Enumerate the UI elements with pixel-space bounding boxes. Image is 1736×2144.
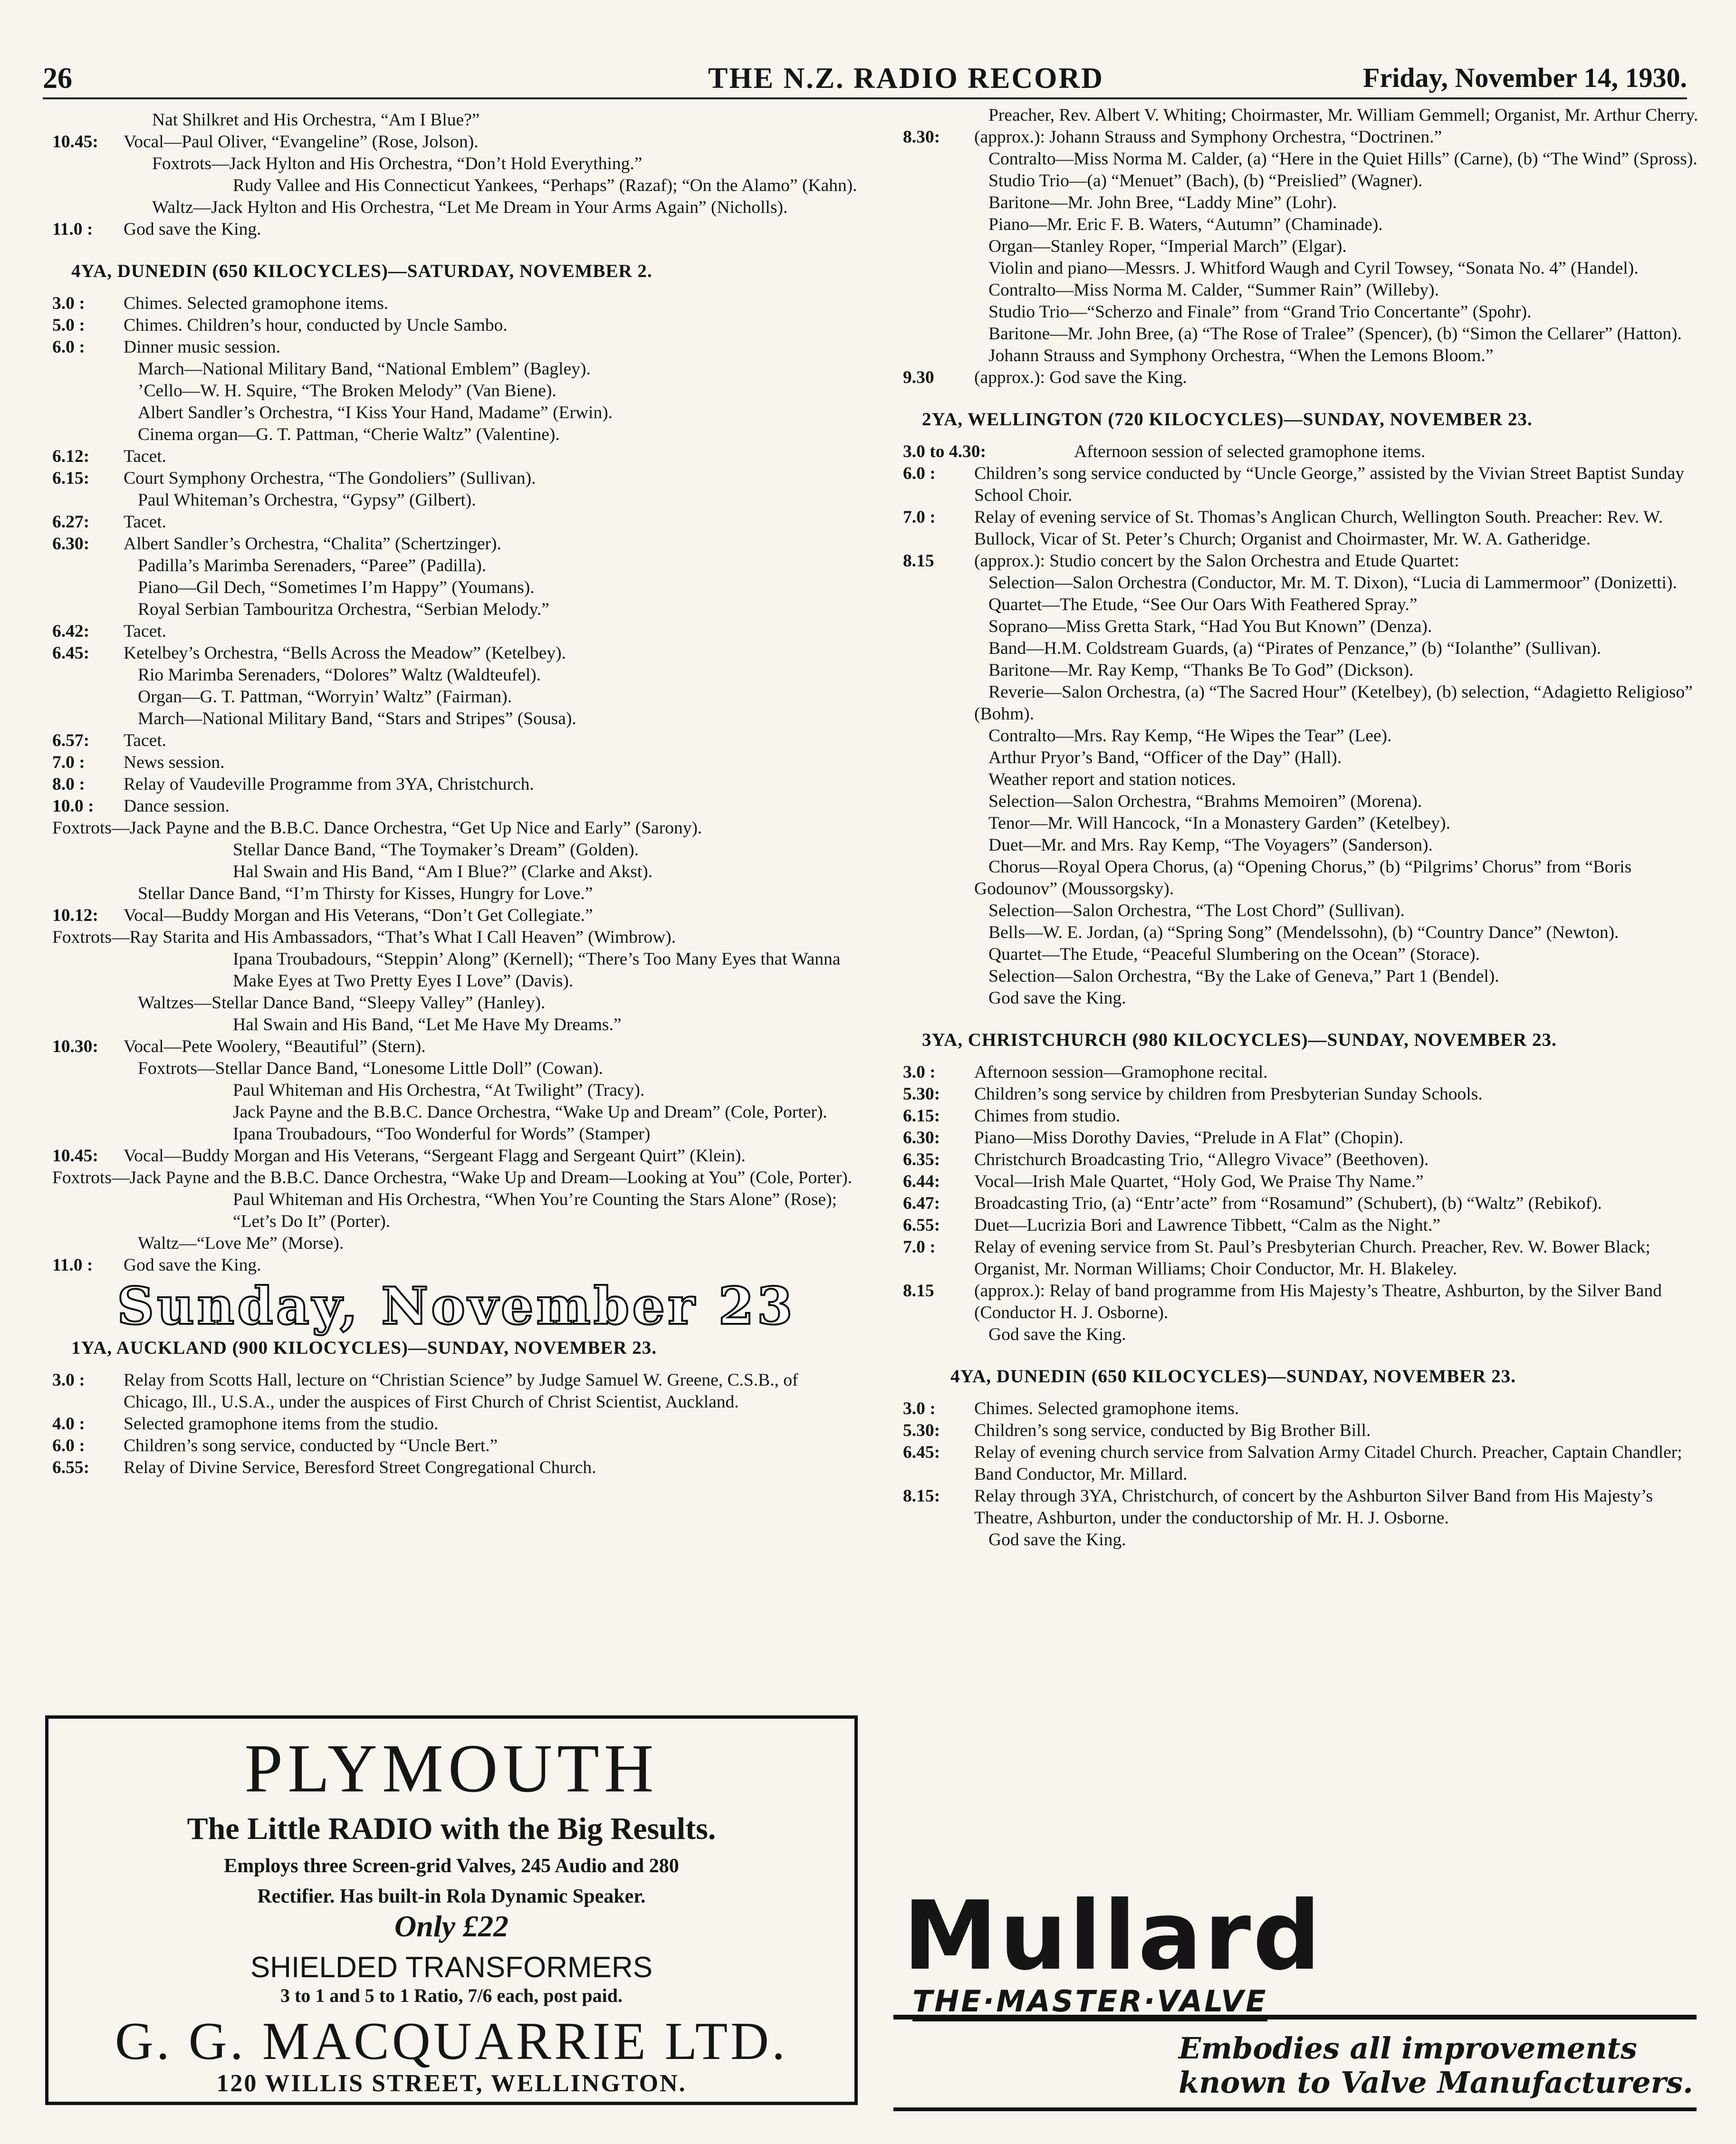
listing-line: Foxtrots—Ray Starita and His Ambassadors, “That’s What I Call Heaven” (Wimbrow). — [52, 928, 676, 947]
listing-row — [52, 511, 860, 533]
listing-time: 4.0 : — [52, 1414, 85, 1434]
listing-text: Children’s song service, conducted by “Uncle Bert.” — [124, 1436, 498, 1455]
listing-line: Tenor—Mr. Will Hancock, “In a Monastery Garden” (Ketelbey). — [988, 814, 1450, 833]
listing-time: 3.0 to 4.30: — [903, 442, 986, 461]
mullard-slogan: THE·MASTER·VALVE — [912, 1984, 1267, 2021]
listing-text: Relay of evening service of St. Thomas’s Anglican Church, Wellington South. Preacher: Rev. W. Bullock, Vicar of St. Peter’s Church; Organist and Choirmaster, Mr. W. A. Gatheridge. — [974, 507, 1663, 549]
listing-line: Stellar Dance Band, “I’m Thirsty for Kisses, Hungry for Love.” — [138, 884, 593, 903]
left-column — [52, 109, 860, 1479]
listing-text: Children’s song service by children from Presbyterian Sunday Schools. — [974, 1084, 1483, 1104]
station-heading: 1YA, AUCKLAND (900 KILOCYCLES)—SUNDAY, NOVEMBER 23. — [71, 1338, 657, 1358]
station-heading: 3YA, CHRISTCHURCH (980 KILOCYCLES)—SUNDAY, NOVEMBER 23. — [922, 1030, 1557, 1050]
listing-text: Relay through 3YA, Christchurch, of concert by the Ashburton Silver Band from His Majesty’s Theatre, Ashburton, under the conductorship of Mr. H. J. Osborne. — [974, 1486, 1653, 1528]
listing-time: 8.15 — [903, 551, 934, 571]
listing-time: 3.0 : — [903, 1399, 936, 1418]
listing-time: 6.0 : — [52, 1436, 85, 1455]
listing-time: 6.57: — [52, 731, 90, 750]
listing-row — [52, 1435, 860, 1457]
listing-text: Vocal—Paul Oliver, “Evangeline” (Rose, Jolson). — [124, 132, 479, 152]
listing-time: 6.55: — [52, 1458, 90, 1477]
mullard-logo: Mullard — [903, 1881, 1323, 1991]
listing-line: Selection—Salon Orchestra (Conductor, Mr. M. T. Dixon), “Lucia di Lammermoor” (Donizetti). — [988, 573, 1677, 593]
masthead-title: THE N.Z. RADIO RECORD — [708, 62, 1104, 95]
listing-line: Hal Swain and His Band, “Let Me Have My Dreams.” — [233, 1015, 622, 1034]
listing-time: 8.0 : — [52, 775, 85, 794]
listing-row — [52, 1413, 860, 1435]
mullard-bottom-rule — [893, 2107, 1697, 2111]
listing-line: Ipana Troubadours, “Steppin’ Along” (Kernell); “There’s Too Many Eyes that Wanna Make Eyes at Two Pretty Eyes I Love” (Davis). — [233, 949, 841, 991]
listing-row — [52, 1457, 860, 1479]
listing-time: 6.0 : — [52, 337, 85, 357]
listing-line: Baritone—Mr. John Bree, “Laddy Mine” (Lohr). — [988, 193, 1337, 212]
listing-text: Tacet. — [124, 731, 167, 750]
mullard-copy-line: Embodies all improvements — [1179, 2031, 1637, 2066]
listing-row — [903, 1485, 1711, 1529]
listing-line: Albert Sandler’s Orchestra, “I Kiss Your Hand, Madame” (Erwin). — [138, 403, 613, 422]
listing-time: 3.0 : — [903, 1062, 936, 1082]
listing-line: ’Cello—W. H. Squire, “The Broken Melody” (Van Biene). — [138, 381, 556, 401]
listing-row — [903, 1398, 1711, 1420]
mullard-advertisement — [893, 1881, 1701, 2112]
listing-line: Johann Strauss and Symphony Orchestra, “When the Lemons Bloom.” — [988, 346, 1494, 365]
listing-row — [52, 468, 860, 489]
mullard-divider — [893, 2015, 1697, 2020]
listing-line: God save the King. — [988, 1325, 1126, 1344]
listing-row — [903, 1193, 1711, 1215]
listing-text: (approx.): Studio concert by the Salon Orchestra and Etude Quartet: — [974, 551, 1459, 571]
mullard-copy-line: known to Valve Manufacturers. — [1179, 2065, 1693, 2100]
listing-text: Ketelbey’s Orchestra, “Bells Across the Meadow” (Ketelbey). — [124, 643, 566, 663]
listing-text: Chimes. Selected gramophone items. — [124, 294, 389, 313]
listing-text: Relay from Scotts Hall, lecture on “Christian Science” by Judge Samuel W. Greene, C.S.B., of Chicago, Ill., U.S.A., under the auspices of First Church of Christ Scientist, Auckland. — [124, 1370, 798, 1412]
listing-text: Vocal—Buddy Morgan and His Veterans, “Don’t Get Collegiate.” — [124, 906, 593, 925]
page-number: 26 — [43, 62, 72, 95]
listing-row — [903, 1127, 1711, 1149]
listing-text: Afternoon session of selected gramophone items. — [1074, 442, 1426, 461]
listing-line: Paul Whiteman and His Orchestra, “At Twilight” (Tracy). — [233, 1081, 645, 1100]
listing-text: Dinner music session. — [124, 337, 281, 357]
header-rule — [43, 97, 1687, 99]
listing-text: Vocal—Irish Male Quartet, “Holy God, We Praise Thy Name.” — [974, 1172, 1424, 1191]
listing-text: Chimes. Children’s hour, conducted by Uncle Sambo. — [124, 316, 508, 335]
plymouth-ratio: 3 to 1 and 5 to 1 Ratio, 7/6 each, post paid. — [280, 1985, 623, 2006]
listing-text: Vocal—Buddy Morgan and His Veterans, “Sergeant Flagg and Sergeant Quirt” (Klein). — [124, 1146, 746, 1166]
listing-line: Preacher, Rev. Albert V. Whiting; Choirmaster, Mr. William Gemmell; Organist, Mr. Arthur Cherry. — [988, 105, 1698, 125]
listing-time: 11.0 : — [52, 1255, 93, 1275]
mullard-copy — [1179, 2031, 1693, 2100]
listing-text: Court Symphony Orchestra, “The Gondoliers” (Sullivan). — [124, 469, 536, 488]
listing-time: 6.55: — [903, 1216, 940, 1235]
listing-time: 7.0 : — [903, 1237, 936, 1257]
listing-time: 6.42: — [52, 622, 90, 641]
listing-row — [52, 752, 860, 774]
listing-row — [903, 1171, 1711, 1193]
listing-line: God save the King. — [988, 988, 1126, 1008]
listing-row — [903, 1149, 1711, 1171]
listing-text: Albert Sandler’s Orchestra, “Chalita” (Schertzinger). — [124, 534, 501, 554]
listing-time: 7.0 : — [903, 507, 936, 527]
listing-line: Jack Payne and the B.B.C. Dance Orchestra, “Wake Up and Dream” (Cole, Porter). — [233, 1102, 827, 1122]
listing-row — [903, 463, 1711, 507]
listing-row — [903, 1280, 1711, 1324]
listing-line: Band—H.M. Coldstream Guards, (a) “Pirates of Penzance,” (b) “Iolanthe” (Sullivan). — [988, 639, 1602, 658]
listing-time: 10.45: — [52, 1146, 98, 1166]
right-column — [903, 105, 1711, 1551]
plymouth-tagline: The Little RADIO with the Big Results. — [187, 1811, 716, 1846]
listing-row — [52, 1145, 860, 1167]
plymouth-brand: PLYMOUTH — [244, 1731, 659, 1807]
listing-time: 6.47: — [903, 1194, 940, 1213]
listing-line: Soprano—Miss Gretta Stark, “Had You But Known” (Denza). — [988, 617, 1432, 636]
listing-line: Selection—Salon Orchestra, “The Lost Chord” (Sullivan). — [988, 901, 1405, 920]
listing-line: Contralto—Mrs. Ray Kemp, “He Wipes the Tear” (Lee). — [988, 726, 1392, 746]
listing-line: Quartet—The Etude, “Peaceful Slumbering on the Ocean” (Storace). — [988, 945, 1480, 964]
plymouth-price: Only £22 — [394, 1909, 508, 1943]
listing-line: Violin and piano—Messrs. J. Whitford Waugh and Cyril Towsey, “Sonata No. 4” (Handel). — [988, 258, 1639, 278]
listing-row — [903, 1062, 1711, 1083]
listing-text: Tacet. — [124, 447, 167, 466]
plymouth-spec-line: Employs three Screen-grid Valves, 245 Audio and 280 — [224, 1855, 679, 1877]
listing-line: Studio Trio—“Scherzo and Finale” from “Grand Trio Concertante” (Spohr). — [988, 302, 1532, 322]
listing-text: Tacet. — [124, 622, 167, 641]
listing-time: 6.35: — [903, 1150, 940, 1169]
listing-line: Duet—Mr. and Mrs. Ray Kemp, “The Voyagers” (Sanderson). — [988, 835, 1433, 855]
listing-line: Ipana Troubadours, “Too Wonderful for Words” (Stamper) — [233, 1124, 651, 1144]
listing-text: God save the King. — [124, 1255, 261, 1275]
listing-line: Reverie—Salon Orchestra, (a) “The Sacred Hour” (Ketelbey), (b) selection, “Adagietto Religioso” (Bohm). — [974, 682, 1693, 724]
listing-time: 5.0 : — [52, 316, 85, 335]
listing-row — [903, 1215, 1711, 1236]
listing-row — [903, 507, 1711, 550]
listing-row — [52, 533, 860, 555]
listing-text: Selected gramophone items from the studio. — [124, 1414, 439, 1434]
listing-line: Arthur Pryor’s Band, “Officer of the Day” (Hall). — [988, 748, 1342, 767]
plymouth-address: 120 WILLIS STREET, WELLINGTON. — [216, 2070, 687, 2097]
listing-line: Selection—Salon Orchestra, “Brahms Memoiren” (Morena). — [988, 792, 1422, 811]
listing-time: 10.12: — [52, 906, 98, 925]
listing-row — [903, 550, 1711, 572]
plymouth-transformers: SHIELDED TRANSFORMERS — [250, 1951, 653, 1984]
listing-line: Paul Whiteman and His Orchestra, “When You’re Counting the Stars Alone” (Rose); “Let’s Do It” (Porter). — [233, 1190, 837, 1231]
listing-line: Contralto—Miss Norma M. Calder, (a) “Here in the Quiet Hills” (Carne), (b) “The Wind” (Spross). — [988, 149, 1698, 169]
plymouth-advertisement — [45, 1715, 858, 2105]
listing-text: Broadcasting Trio, (a) “Entr’acte” from “Rosamund” (Schubert), (b) “Waltz” (Rebikof). — [974, 1194, 1602, 1213]
listing-line: Studio Trio—(a) “Menuet” (Bach), (b) “Preislied” (Wagner). — [988, 171, 1423, 191]
listing-row — [52, 446, 860, 468]
listing-row — [903, 1236, 1711, 1280]
listing-time: 6.15: — [52, 469, 90, 488]
listing-line: Rio Marimba Serenaders, “Dolores” Waltz (Waldteufel). — [138, 665, 541, 685]
listing-row — [903, 1420, 1711, 1442]
listing-line: Waltz—“Love Me” (Morse). — [138, 1234, 344, 1253]
listing-row — [903, 1083, 1711, 1105]
listing-time: 11.0 : — [52, 220, 93, 239]
station-heading: 4YA, DUNEDIN (650 KILOCYCLES)—SATURDAY, NOVEMBER 2. — [71, 261, 652, 281]
listing-text: Chimes from studio. — [974, 1106, 1121, 1126]
listing-text: (approx.): God save the King. — [974, 368, 1187, 387]
listing-row — [52, 774, 860, 795]
listing-line: Bells—W. E. Jordan, (a) “Spring Song” (Mendelssohn), (b) “Country Dance” (Newton). — [988, 923, 1619, 942]
listing-row — [903, 1105, 1711, 1127]
listing-row — [52, 315, 860, 336]
listing-time: 6.44: — [903, 1172, 940, 1191]
listing-time: 3.0 : — [52, 294, 85, 313]
listing-time: 6.12: — [52, 447, 90, 466]
listing-line: Waltz—Jack Hylton and His Orchestra, “Let Me Dream in Your Arms Again” (Nicholls). — [152, 198, 788, 217]
listing-time: 6.15: — [903, 1106, 940, 1126]
listing-line: March—National Military Band, “National Emblem” (Bagley). — [138, 359, 591, 379]
listing-row — [52, 219, 860, 240]
listing-line: Stellar Dance Band, “The Toymaker’s Dream” (Golden). — [233, 840, 639, 860]
listing-line: Baritone—Mr. John Bree, (a) “The Rose of Tralee” (Spencer), (b) “Simon the Cellarer” (Hatton). — [988, 324, 1682, 344]
listing-row — [903, 367, 1711, 389]
listing-time: 10.45: — [52, 132, 98, 152]
listing-text: (approx.): Relay of band programme from His Majesty’s Theatre, Ashburton, by the Silver Band (Conductor H. J. Osborne). — [974, 1281, 1662, 1322]
listing-line: March—National Military Band, “Stars and Stripes” (Sousa). — [138, 709, 576, 728]
listing-line: Piano—Mr. Eric F. B. Waters, “Autumn” (Chaminade). — [988, 215, 1383, 234]
listing-time: 9.30 — [903, 368, 934, 387]
listing-time: 8.30: — [903, 127, 940, 147]
listing-row — [52, 642, 860, 664]
listing-line: Royal Serbian Tambouritza Orchestra, “Serbian Melody.” — [138, 600, 549, 619]
listing-line: Hal Swain and His Band, “Am I Blue?” (Clarke and Akst). — [233, 862, 653, 881]
listing-line: Weather report and station notices. — [988, 770, 1236, 789]
listing-line: Foxtrots—Jack Payne and the B.B.C. Dance Orchestra, “Get Up Nice and Early” (Sarony). — [52, 818, 702, 838]
listing-row — [52, 336, 860, 358]
listing-time: 3.0 : — [52, 1370, 85, 1390]
listing-text: Relay of evening service from St. Paul’s Presbyterian Church. Preacher, Rev. W. Bower Black; Organist, Mr. Norman Williams; Choir Conductor, Mr. H. Blakeley. — [974, 1237, 1650, 1279]
sunday-banner: Sunday, November 23 — [117, 1276, 796, 1336]
listing-text: Duet—Lucrizia Bori and Lawrence Tibbett, “Calm as the Night.” — [974, 1216, 1440, 1235]
station-heading: 4YA, DUNEDIN (650 KILOCYCLES)—SUNDAY, NOVEMBER 23. — [950, 1366, 1516, 1387]
listing-row — [52, 730, 860, 752]
listing-line: Organ—Stanley Roper, “Imperial March” (Elgar). — [988, 237, 1347, 256]
listing-row — [52, 905, 860, 927]
listing-text: Children’s song service conducted by “Uncle George,” assisted by the Vivian Street Baptist Sunday School Choir. — [974, 464, 1684, 505]
plymouth-company: G. G. MACQUARRIE LTD. — [115, 2012, 788, 2071]
listing-line: Piano—Gil Dech, “Sometimes I’m Happy” (Youmans). — [138, 578, 535, 597]
listing-text: Tacet. — [124, 512, 167, 532]
listing-row — [52, 293, 860, 315]
listing-time: 10.30: — [52, 1037, 98, 1056]
listing-row — [52, 1369, 860, 1413]
listing-row — [52, 1254, 860, 1276]
listing-text: Piano—Miss Dorothy Davies, “Prelude in A Flat” (Chopin). — [974, 1128, 1404, 1148]
listing-line: God save the King. — [988, 1530, 1126, 1550]
listing-line: Baritone—Mr. Ray Kemp, “Thanks Be To God” (Dickson). — [988, 660, 1414, 680]
listing-line: Cinema organ—G. T. Pattman, “Cherie Waltz” (Valentine). — [138, 425, 560, 444]
listing-text: Relay of evening church service from Salvation Army Citadel Church. Preacher, Captain Chandler; Band Conductor, Mr. Millard. — [974, 1443, 1682, 1484]
listing-time: 8.15: — [903, 1486, 940, 1506]
listing-line: Paul Whiteman’s Orchestra, “Gypsy” (Gilbert). — [138, 490, 476, 510]
listing-text: Chimes. Selected gramophone items. — [974, 1399, 1239, 1418]
listing-row — [52, 1036, 860, 1058]
listing-line: Padilla’s Marimba Serenaders, “Paree” (Padilla). — [138, 556, 487, 575]
listing-line: Foxtrots—Jack Payne and the B.B.C. Dance Orchestra, “Wake Up and Dream—Looking at You” (Cole, Porter). — [52, 1168, 853, 1187]
listing-time: 6.45: — [903, 1443, 940, 1462]
listing-time: 8.15 — [903, 1281, 934, 1301]
listing-row — [52, 131, 860, 153]
listing-text: (approx.): Johann Strauss and Symphony Orchestra, “Doctrinen.” — [974, 127, 1442, 147]
listing-text: Vocal—Pete Woolery, “Beautiful” (Stern). — [124, 1037, 426, 1056]
listing-line: Nat Shilkret and His Orchestra, “Am I Blue?” — [152, 110, 480, 130]
listing-row — [903, 126, 1711, 148]
listing-line: Quartet—The Etude, “See Our Oars With Feathered Spray.” — [988, 595, 1418, 614]
listing-line: Rudy Vallee and His Connecticut Yankees, “Perhaps” (Razaf); “On the Alamo” (Kahn). — [233, 176, 857, 195]
listing-text: Afternoon session—Gramophone recital. — [974, 1062, 1268, 1082]
listing-time: 6.30: — [52, 534, 90, 554]
listing-text: Relay of Vaudeville Programme from 3YA, Christchurch. — [124, 775, 534, 794]
listing-time: 6.45: — [52, 643, 90, 663]
listing-line: Selection—Salon Orchestra, “By the Lake of Geneva,” Part 1 (Bendel). — [988, 967, 1499, 986]
listing-time: 10.0 : — [52, 796, 94, 816]
listing-row — [903, 1442, 1711, 1485]
listing-row — [52, 621, 860, 642]
listing-text: Dance session. — [124, 796, 230, 816]
listing-row — [52, 795, 860, 817]
listing-time: 7.0 : — [52, 753, 85, 772]
listing-line: Contralto—Miss Norma M. Calder, “Summer Rain” (Willeby). — [988, 280, 1439, 300]
listing-text: News session. — [124, 753, 225, 772]
listing-time: 6.30: — [903, 1128, 940, 1148]
listing-text: Relay of Divine Service, Beresford Street Congregational Church. — [124, 1458, 596, 1477]
listing-line: Foxtrots—Jack Hylton and His Orchestra, “Don’t Hold Everything.” — [152, 154, 643, 173]
station-heading: 2YA, WELLINGTON (720 KILOCYCLES)—SUNDAY, NOVEMBER 23. — [922, 409, 1533, 430]
listing-line: Waltzes—Stellar Dance Band, “Sleepy Valley” (Hanley). — [138, 993, 546, 1013]
listing-line: Chorus—Royal Opera Chorus, (a) “Opening Chorus,” (b) “Pilgrims’ Chorus” from “Boris Godounov” (Moussorgsky). — [974, 857, 1632, 899]
listing-text: Children’s song service, conducted by Big Brother Bill. — [974, 1421, 1371, 1440]
listing-time: 6.27: — [52, 512, 90, 532]
listing-line: Foxtrots—Stellar Dance Band, “Lonesome Little Doll” (Cowan). — [138, 1059, 603, 1078]
listing-time: 6.0 : — [903, 464, 936, 483]
listing-text: Christchurch Broadcasting Trio, “Allegro Vivace” (Beethoven). — [974, 1150, 1429, 1169]
plymouth-spec-line: Rectifier. Has built-in Rola Dynamic Speaker. — [257, 1886, 646, 1907]
listing-time: 5.30: — [903, 1084, 940, 1104]
listing-line: Organ—G. T. Pattman, “Worryin’ Waltz” (Fairman). — [138, 687, 512, 707]
listing-row — [903, 441, 1711, 463]
issue-date: Friday, November 14, 1930. — [1363, 62, 1687, 93]
listing-text: God save the King. — [124, 220, 261, 239]
listing-time: 5.30: — [903, 1421, 940, 1440]
